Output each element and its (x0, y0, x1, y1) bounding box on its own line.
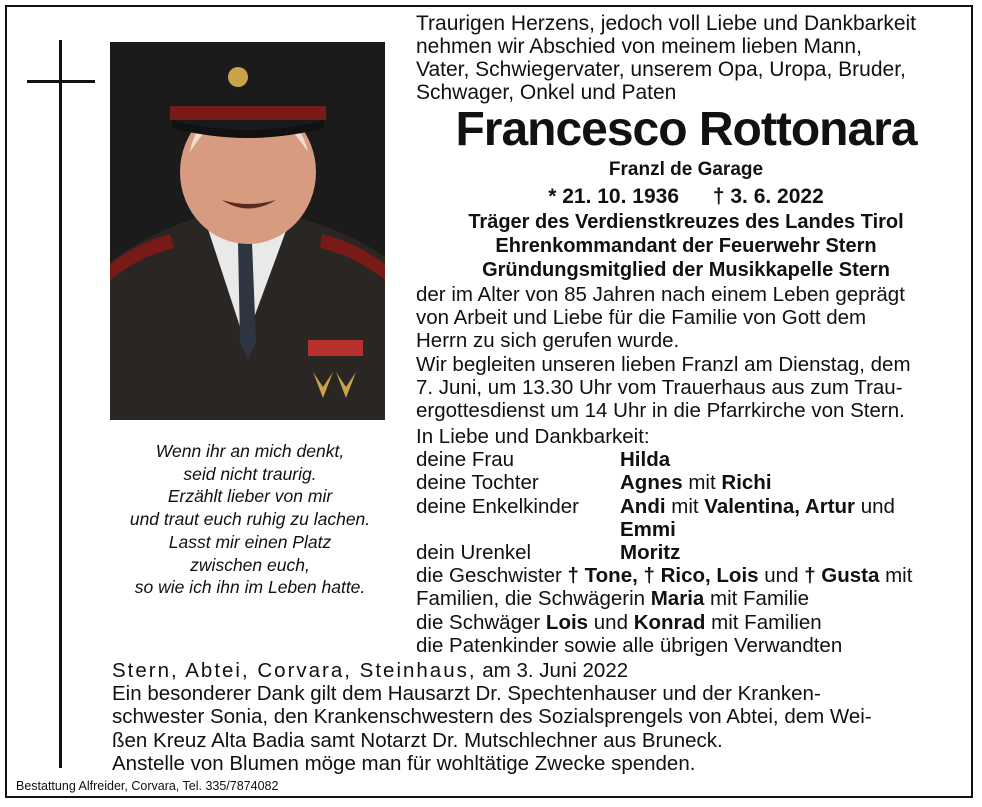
birth-date: * 21. 10. 1936 (548, 185, 679, 208)
relative-name: Agnes (620, 471, 683, 495)
family-row-enkel (416, 495, 961, 518)
footer-line: Anstelle von Blumen möge man für wohltätige Zwecke spenden. (112, 751, 696, 775)
connector-text: mit Familien (711, 610, 822, 634)
connector-text: und (764, 564, 799, 588)
nickname: Franzl de Garage (608, 159, 764, 180)
place-date-line (112, 659, 962, 682)
relative-names (620, 471, 772, 494)
body-line: von Arbeit und Liebe für die Familie von Gott dem (416, 306, 867, 330)
relative-name: Maria (650, 587, 705, 611)
intro-line: nehmen wir Abschied von meinem lieben Mann, (416, 35, 862, 58)
life-dates (416, 184, 956, 209)
honor-line: Ehrenkommandant der Feuerwehr Stern (495, 235, 877, 257)
poem-line: seid nicht traurig. (183, 463, 317, 484)
family-row-geschwister (416, 564, 961, 587)
cross-vertical-bar (59, 40, 62, 768)
relation-label: die Geschwister (416, 564, 562, 588)
relative-name: Lois (545, 610, 589, 634)
deceased-name: Francesco Rottonara (455, 103, 917, 156)
family-heading: In Liebe und Dankbarkeit: (416, 425, 650, 448)
relation-line (416, 587, 809, 610)
connector-text: mit (688, 471, 716, 495)
relative-name: † Rico, Lois (643, 564, 759, 588)
relative-name: Moritz (620, 540, 681, 564)
family-list (416, 425, 961, 657)
poem-line: und traut euch ruhig zu lachen. (129, 509, 371, 530)
connector-text: mit (885, 564, 913, 588)
notice-date: am 3. Juni 2022 (482, 659, 629, 682)
connector-text: mit Familie (710, 587, 810, 611)
relation-label: deine Tochter (416, 471, 539, 495)
relative-name: † Gusta (804, 564, 880, 588)
relation-line (416, 564, 912, 587)
connector-text: und (860, 494, 895, 518)
intro-line: Schwager, Onkel und Paten (416, 81, 677, 104)
body-line: der im Alter von 85 Jahren nach einem Leben geprägt (416, 283, 905, 306)
intro-line: Traurigen Herzens, jedoch voll Liebe und Dankbarkeit (416, 12, 917, 35)
portrait-photo (110, 42, 385, 420)
family-row-frau (416, 448, 961, 471)
body-line: Wir begleiten unseren lieben Franzl am Dienstag, dem (416, 352, 911, 376)
relation-text: die Patenkinder sowie alle übrigen Verwandten (416, 633, 843, 657)
connector-text: und (593, 610, 628, 634)
poem (100, 440, 400, 599)
body-line: Herrn zu sich gerufen wurde. (416, 329, 680, 353)
relation-label: deine Frau (416, 448, 515, 472)
relative-name: Hilda (620, 448, 671, 472)
body-line: ergottesdienst um 14 Uhr in die Pfarrkirche von Stern. (416, 399, 905, 423)
relative-names (620, 495, 895, 518)
family-row-urenkel (416, 541, 961, 564)
undertaker-credit: Bestattung Alfreider, Corvara, Tel. 335/7874082 (16, 779, 279, 793)
poem-line: Lasst mir einen Platz (168, 531, 332, 552)
honor-line: Gründungsmitglied der Musikkapelle Stern (482, 259, 890, 281)
poem-line: Wenn ihr an mich denkt, (155, 441, 345, 461)
poem-line: Erzählt lieber von mir (167, 486, 333, 507)
relative-name: Andi (620, 494, 666, 518)
family-row-schwaeger (416, 611, 961, 634)
family-row-tochter (416, 471, 961, 494)
connector-text: mit (671, 494, 699, 518)
intro-line: Vater, Schwiegervater, unserem Opa, Uropa, Bruder, (416, 58, 906, 81)
poem-line: zwischen euch, (190, 554, 310, 575)
body-line: 7. Juni, um 13.30 Uhr vom Trauerhaus aus zum Trau- (416, 375, 903, 399)
family-row-enkel-cont (416, 518, 961, 541)
relative-name: Valentina, Artur (704, 494, 856, 518)
places: Stern, Abtei, Corvara, Steinhaus, (112, 659, 477, 682)
relative-name: † Tone, (567, 564, 638, 588)
death-date: † 3. 6. 2022 (712, 185, 824, 208)
relative-name: Emmi (620, 517, 676, 541)
family-row-paten (416, 634, 961, 657)
footer-line: Ein besonderer Dank gilt dem Hausarzt Dr. Spechtenhauser und der Kranken- (112, 682, 821, 706)
intro-text (416, 12, 956, 104)
relative-name: Konrad (633, 610, 706, 634)
honor-line: Träger des Verdienstkreuzes des Landes Tirol (468, 211, 904, 233)
footer-line: schwester Sonia, den Krankenschwestern des Sozialsprengels von Abtei, dem Wei- (112, 705, 872, 729)
family-heading-row (416, 425, 961, 448)
footer-line: ßen Kreuz Alta Badia samt Notarzt Dr. Mutschlechner aus Bruneck. (112, 728, 723, 752)
relation-label: dein Urenkel (416, 540, 532, 564)
body-text (416, 283, 956, 422)
relation-text: Familien, die Schwägerin (416, 587, 646, 611)
relation-line (416, 611, 822, 634)
footer-text (112, 659, 962, 775)
poem-line: so wie ich ihn im Leben hatte. (134, 577, 366, 598)
honors (416, 210, 956, 282)
relative-name: Richi (721, 471, 772, 495)
cross-horizontal-bar (27, 80, 95, 83)
relation-label: deine Enkelkinder (416, 494, 579, 518)
family-row-schwaegerin (416, 587, 961, 610)
relation-label: die Schwäger (416, 610, 541, 634)
